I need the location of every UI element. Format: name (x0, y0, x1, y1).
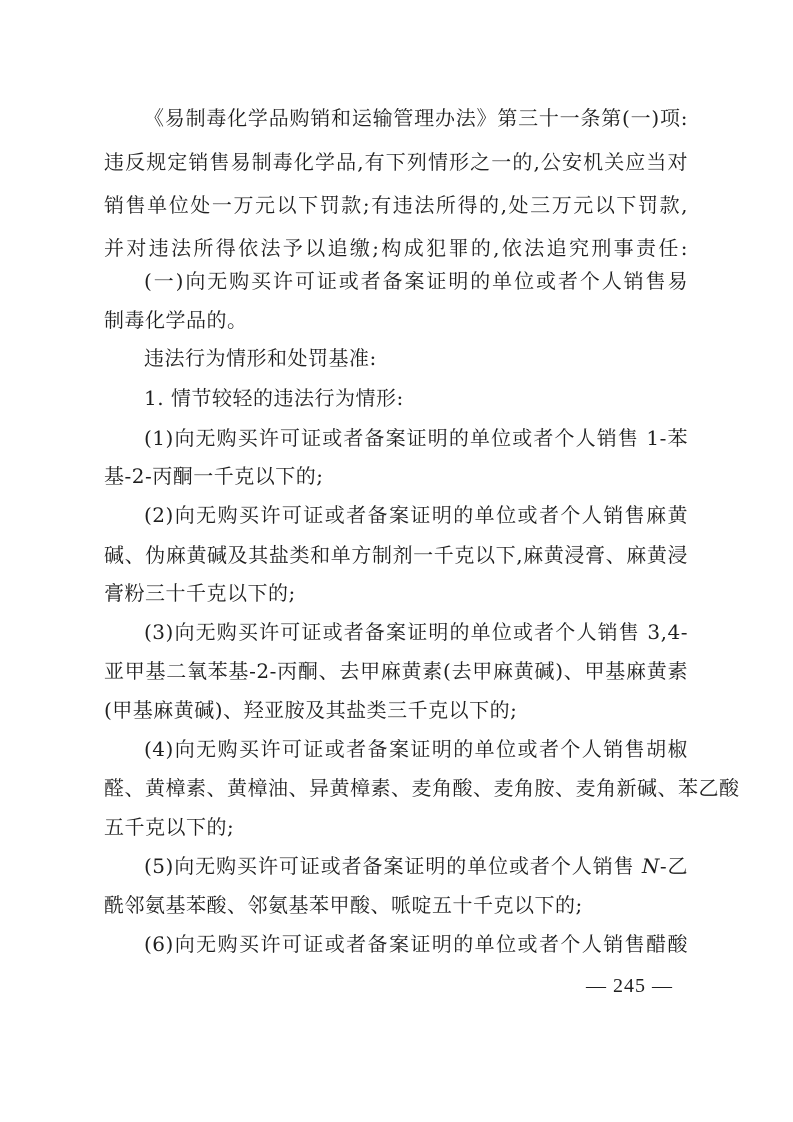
text-line: 碱、伪麻黄碱及其盐类和单方制剂一千克以下,麻黄浸膏、麻黄浸 (104, 543, 688, 567)
text-line: 并对违法所得依法予以追缴;构成犯罪的,依法追究刑事责任: (104, 236, 688, 260)
text-line: 五千克以下的; (104, 815, 235, 839)
text-line: 违法行为情形和处罚基准: (144, 346, 377, 370)
text-segment: (5)向无购买许可证或者备案证明的单位或者个人销售 (144, 854, 642, 878)
text-line: (6)向无购买许可证或者备案证明的单位或者个人销售醋酸 (144, 932, 688, 956)
text-line: 《易制毒化学品购销和运输管理办法》第三十一条第(一)项: (144, 106, 688, 130)
text-line: (3)向无购买许可证或者备案证明的单位或者个人销售 3,4- (144, 620, 688, 644)
text-line: (1)向无购买许可证或者备案证明的单位或者个人销售 1-苯 (144, 426, 688, 450)
text-line: 违反规定销售易制毒化学品,有下列情形之一的,公安机关应当对 (104, 150, 688, 174)
text-line: 膏粉三十千克以下的; (104, 581, 296, 605)
text-line: 1. 情节较轻的违法行为情形: (144, 386, 404, 410)
text-segment: -乙 (659, 854, 688, 878)
text-line: (一)向无购买许可证或者备案证明的单位或者个人销售易 (144, 269, 688, 293)
text-line: 醛、黄樟素、黄樟油、异黄樟素、麦角酸、麦角胺、麦角新碱、苯乙酸 (104, 776, 740, 800)
text-line: 亚甲基二氧苯基-2-丙酮、去甲麻黄素(去甲麻黄碱)、甲基麻黄素 (104, 659, 688, 683)
text-line: 制毒化学品的。 (104, 308, 248, 332)
text-segment-italic: N (641, 854, 660, 878)
text-line: (2)向无购买许可证或者备案证明的单位或者个人销售麻黄 (144, 503, 688, 527)
text-line: (4)向无购买许可证或者备案证明的单位或者个人销售胡椒 (144, 737, 688, 761)
text-line: (甲基麻黄碱)、羟亚胺及其盐类三千克以下的; (104, 698, 518, 722)
text-line: 销售单位处一万元以下罚款;有违法所得的,处三万元以下罚款, (104, 193, 688, 217)
text-line: 酰邻氨基苯酸、邻氨基苯甲酸、哌啶五十千克以下的; (104, 893, 583, 917)
text-line (144, 854, 688, 878)
text-line: 基-2-丙酮一千克以下的; (104, 464, 324, 488)
page-number: — 245 — (586, 975, 673, 997)
